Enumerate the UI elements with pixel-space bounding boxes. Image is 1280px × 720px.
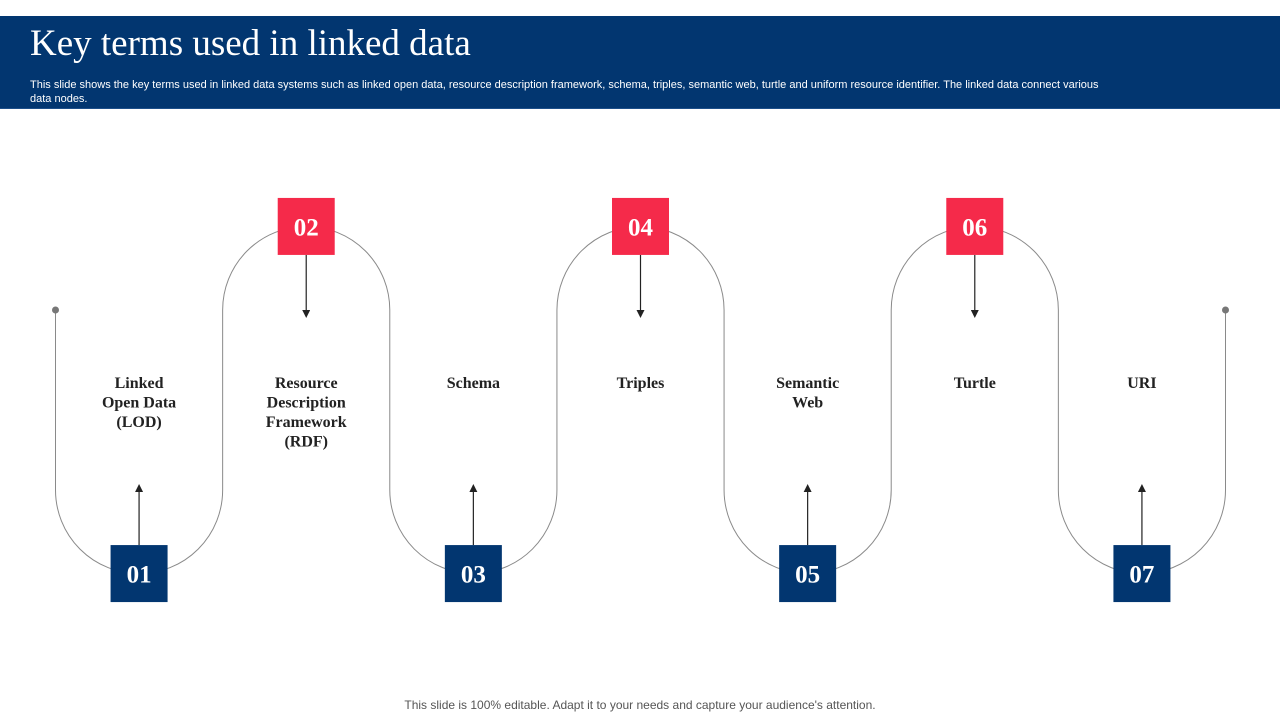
step-03-term-line: Schema xyxy=(446,375,501,392)
step-04-term xyxy=(617,375,665,392)
page-title: Key terms used in linked data xyxy=(30,23,471,64)
step-01-number: 01 xyxy=(126,561,152,589)
step-07 xyxy=(1113,375,1170,602)
step-03-number: 03 xyxy=(460,561,486,589)
step-02-term xyxy=(266,375,347,451)
wave-end-dot xyxy=(1222,307,1229,314)
step-02-term-line: Framework xyxy=(265,414,347,431)
step-04-number: 04 xyxy=(628,214,653,242)
page-subtitle: This slide shows the key terms used in linked data systems such as linked open data, resource description framework, schema, triples, semantic web, turtle and uniform resource identifier. The linked data connect various data nodes. xyxy=(30,79,1099,105)
step-02-number: 02 xyxy=(293,214,319,242)
step-04 xyxy=(612,198,669,392)
step-01-term xyxy=(102,375,176,431)
step-04-term-line: Triples xyxy=(616,375,665,392)
step-01-term-line: Open Data xyxy=(101,394,177,412)
step-07-term-line: URI xyxy=(1127,375,1157,392)
step-05-term-line: Web xyxy=(792,394,824,412)
step-07-term xyxy=(1127,375,1156,392)
wave-start-dot xyxy=(52,307,59,314)
step-06-term xyxy=(954,375,996,392)
step-05-term-line: Semantic xyxy=(776,375,840,392)
step-07-number: 07 xyxy=(1129,561,1155,589)
step-06-term-line: Turtle xyxy=(953,375,996,392)
step-01-term-line: (LOD) xyxy=(116,414,162,431)
step-02-term-line: (RDF) xyxy=(284,433,328,451)
step-05 xyxy=(776,375,839,602)
step-06-number: 06 xyxy=(962,214,988,242)
step-06 xyxy=(946,198,1003,392)
step-01-term-line: Linked xyxy=(114,375,164,392)
step-02 xyxy=(266,198,347,451)
step-05-number: 05 xyxy=(795,561,821,589)
step-03-term xyxy=(447,375,500,392)
step-02-term-line: Resource xyxy=(274,375,338,392)
footer-note: This slide is 100% editable. Adapt it to your needs and capture your audience's attention. xyxy=(404,698,876,712)
step-02-term-line: Description xyxy=(266,394,346,412)
step-01 xyxy=(102,375,176,602)
step-03 xyxy=(445,375,502,602)
step-05-term xyxy=(776,375,839,412)
